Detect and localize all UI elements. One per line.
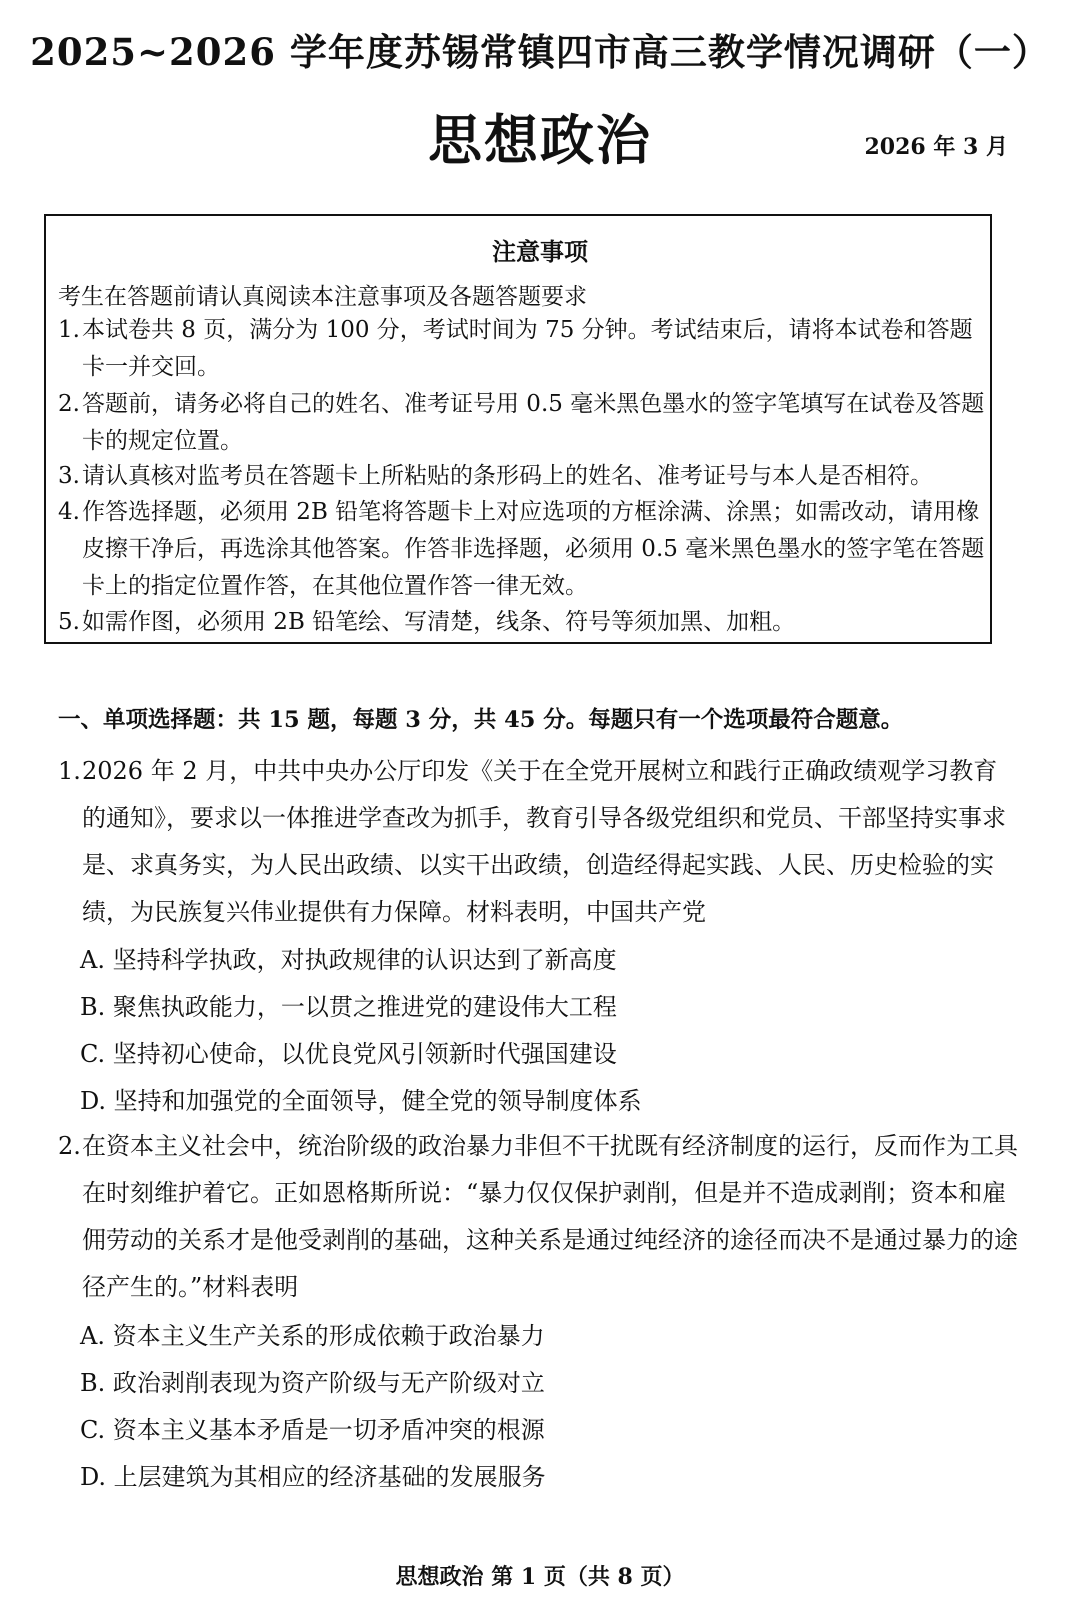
notice-item xyxy=(58,386,988,460)
notice-item-text: 作答选择题，必须用 2B 铅笔将答题卡上对应选项的方框涂满、涂黑；如需改动，请用橡皮擦干净后，再选涂其他答案。作答非选择题，必须用 0.5 毫米黑色墨水的签字笔在答题卡上的指定位置作答，在其他位置作答一律无效。 xyxy=(82,499,985,599)
option-b: B. 聚焦执政能力，一以贯之推进党的建设伟大工程 xyxy=(80,993,617,1021)
option-a: A. 坚持科学执政，对执政规律的认识达到了新高度 xyxy=(80,946,617,974)
subject-title: 思想政治 xyxy=(428,109,652,172)
notice-intro: 考生在答题前请认真阅读本注意事项及各题答题要求 xyxy=(58,284,587,310)
notice-item xyxy=(58,604,988,641)
notice-item-number: 3. xyxy=(58,463,80,489)
question-text: 2026 年 2 月，中共中央办公厅印发《关于在全党开展树立和践行正确政绩观学习教育的通知》，要求以一体推进学查改为抓手，教育引导各级党组织和党员、干部坚持实事求是、求真务实，为人民出政绩、以实干出政绩，创造经得起实践、人民、历史检验的实绩，为民族复兴伟业提供有力保障。材料表明，中国共产党 xyxy=(82,757,1006,926)
notice-item xyxy=(58,494,988,605)
question-stem xyxy=(58,748,1018,936)
question-text: 在资本主义社会中，统治阶级的政治暴力非但不干扰既有经济制度的运行，反而作为工具在时刻维护着它。正如恩格斯所说：“暴力仅仅保护剥削，但是并不造成剥削；资本和雇佣劳动的关系才是他受剥削的基础，这种关系是通过纯经济的途径而决不是通过暴力的途径产生的。”材料表明 xyxy=(82,1132,1018,1301)
notice-title: 注意事项 xyxy=(492,238,588,266)
option-c: C. 资本主义基本矛盾是一切矛盾冲突的根源 xyxy=(80,1416,545,1444)
notice-item xyxy=(58,458,988,495)
notice-item-number: 4. xyxy=(58,499,80,525)
notice-item-number: 1. xyxy=(58,317,80,343)
option-a: A. 资本主义生产关系的形成依赖于政治暴力 xyxy=(80,1322,545,1350)
notice-item-text: 如需作图，必须用 2B 铅笔绘、写清楚，线条、符号等须加黑、加粗。 xyxy=(82,609,796,635)
option-d: D. 上层建筑为其相应的经济基础的发展服务 xyxy=(80,1463,546,1491)
exam-title: 2025~2026 学年度苏锡常镇四市高三教学情况调研（一） xyxy=(30,30,1050,74)
option-b: B. 政治剥削表现为资产阶级与无产阶级对立 xyxy=(80,1369,545,1397)
notice-item-number: 5. xyxy=(58,609,80,635)
exam-date: 2026 年 3 月 xyxy=(864,134,1008,160)
question-number: 1. xyxy=(58,757,81,785)
notice-item-text: 本试卷共 8 页，满分为 100 分，考试时间为 75 分钟。考试结束后，请将本试卷和答题卡一并交回。 xyxy=(82,317,973,380)
option-d: D. 坚持和加强党的全面领导，健全党的领导制度体系 xyxy=(80,1087,642,1115)
notice-item-number: 2. xyxy=(58,391,80,417)
notice-item-text: 答题前，请务必将自己的姓名、准考证号用 0.5 毫米黑色墨水的签字笔填写在试卷及答题卡的规定位置。 xyxy=(82,391,985,454)
notice-item-text: 请认真核对监考员在答题卡上所粘贴的条形码上的姓名、准考证号与本人是否相符。 xyxy=(82,463,933,489)
page-footer: 思想政治 第 1 页（共 8 页） xyxy=(395,1564,685,1590)
question-stem xyxy=(58,1123,1018,1311)
question-number: 2. xyxy=(58,1132,81,1160)
notice-item xyxy=(58,312,988,386)
section-heading: 一、单项选择题：共 15 题，每题 3 分，共 45 分。每题只有一个选项最符合题意。 xyxy=(58,707,904,733)
option-c: C. 坚持初心使命，以优良党风引领新时代强国建设 xyxy=(80,1040,617,1068)
